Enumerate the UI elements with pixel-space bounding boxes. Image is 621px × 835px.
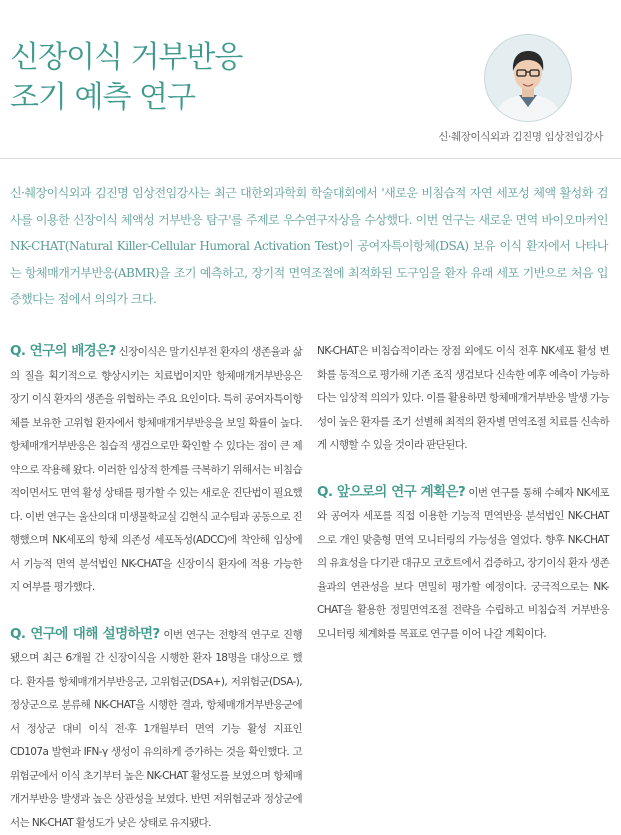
section-divider	[0, 158, 621, 159]
question-background: Q. 연구의 배경은?	[10, 343, 116, 359]
doctor-portrait	[484, 34, 572, 122]
answer-plan: 이번 연구를 통해 수혜자 NK세포와 공여자 세포를 직접 이용한 기능적 면역반응 분석법인 NK-CHAT으로 개인 맞춤형 면역 모니터링의 가능성을 열었다. 향후 NK-CHAT의 유효성을 다기관 대규모 코호트에서 검증하고, 장기이식 환자 생존율과의 연관성을 보다 면밀히 평가할 예정이다. 궁극적으로는 NK-CHAT을 활용한 정밀면역조절 전략을 수립하고 비침습적 거부반응 모니터링 체계화를 목표로 연구를 이어 나갈 계획이다.	[317, 487, 609, 640]
title-line-2: 조기 예측 연구	[10, 80, 195, 115]
spacer	[10, 600, 302, 623]
left-column	[10, 340, 302, 835]
spacer	[317, 458, 609, 481]
qa-block-background	[10, 340, 302, 600]
article-title	[10, 38, 242, 118]
lead-paragraph: 신·췌장이식외과 김진명 임상전임강사는 최근 대한외과학회 학술대회에서 '새로운 비침습적 자연 세포성 체액 활성화 검사를 이용한 신장이식 체액성 거부반응 탐구'를 주제로 우수연구자상을 수상했다. 이번 연구는 새로운 면역 바이오마커인 NK-CHAT(Natural Killer-Cellular Humoral Activation Test)이 공여자특이항체(DSA) 보유 이식 환자에서 나타나는 항체매개거부반응(ABMR)을 조기 예측하고, 장기적 면역조절에 최적화된 도구임을 환자 유래 세포 기반으로 처음 입증했다는 점에서 의의가 크다.	[10, 180, 608, 313]
person-icon	[485, 35, 571, 121]
answer-explain-continued: NK-CHAT은 비침습적이라는 장점 외에도 이식 전후 NK세포 활성 변화를 동적으로 평가해 기존 조직 생검보다 신속한 예후 예측이 가능하다는 임상적 의의가 있다. 이를 활용하면 항체매개거부반응 발생 가능성이 높은 환자를 조기 선별해 최적의 환자별 면역조절 치료를 신속하게 시행할 수 있을 것이라 판단된다.	[317, 340, 609, 458]
author-caption: 신·췌장이식외과 김진명 임상전임강사	[438, 129, 603, 144]
question-plan: Q. 앞으로의 연구 계획은?	[317, 484, 465, 500]
qa-block-explain	[10, 623, 302, 835]
question-explain: Q. 연구에 대해 설명하면?	[10, 626, 160, 642]
right-column	[317, 340, 609, 646]
qa-block-plan	[317, 481, 609, 647]
answer-background: 신장이식은 말기신부전 환자의 생존율과 삶의 질을 획기적으로 향상시키는 치료법이지만 항체매개거부반응은 장기 이식 환자의 생존을 위협하는 주요 요인이다. 특히 공여자특이항체를 보유한 고위험 환자에서 항체매개거부반응을 보일 확률이 높다. 항체매개거부반응은 침습적 생검으로만 확인할 수 있다는 점이 큰 제약으로 작용해 왔다. 이러한 임상적 한계를 극복하기 위해서는 비침습적이면서도 면역 활성 상태를 평가할 수 있는 새로운 진단법이 필요했다. 이번 연구는 울산의대 미생물학교실 김현식 교수팀과 공동으로 진행했으며 NK세포의 항체 의존성 세포독성(ADCC)에 착안해 임상에서 기능적 면역 분석법인 NK-CHAT을 신장이식 환자에 적용 가능한지 여부를 평가했다.	[10, 346, 302, 593]
answer-explain: 이번 연구는 전향적 연구로 진행됐으며 최근 6개월 간 신장이식을 시행한 환자 18명을 대상으로 했다. 환자를 항체매개거부반응군, 고위험군(DSA+), 저위험군(DSA-), 정상군으로 분류해 NK-CHAT을 시행한 결과, 항체매개거부반응군에서 정상군 대비 이식 전·후 1개월부터 면역 기능 활성 지표인 CD107a 발현과 IFN-γ 생성이 유의하게 증가하는 것을 확인했다. 고위험군에서 이식 초기부터 높은 NK-CHAT 활성도를 보였으며 항체매개거부반응 발생과 높은 상관성을 보였다. 반면 저위험군과 정상군에서는 NK-CHAT 활성도가 낮은 상태로 유지됐다.	[10, 629, 302, 829]
title-line-1: 신장이식 거부반응	[10, 40, 242, 75]
